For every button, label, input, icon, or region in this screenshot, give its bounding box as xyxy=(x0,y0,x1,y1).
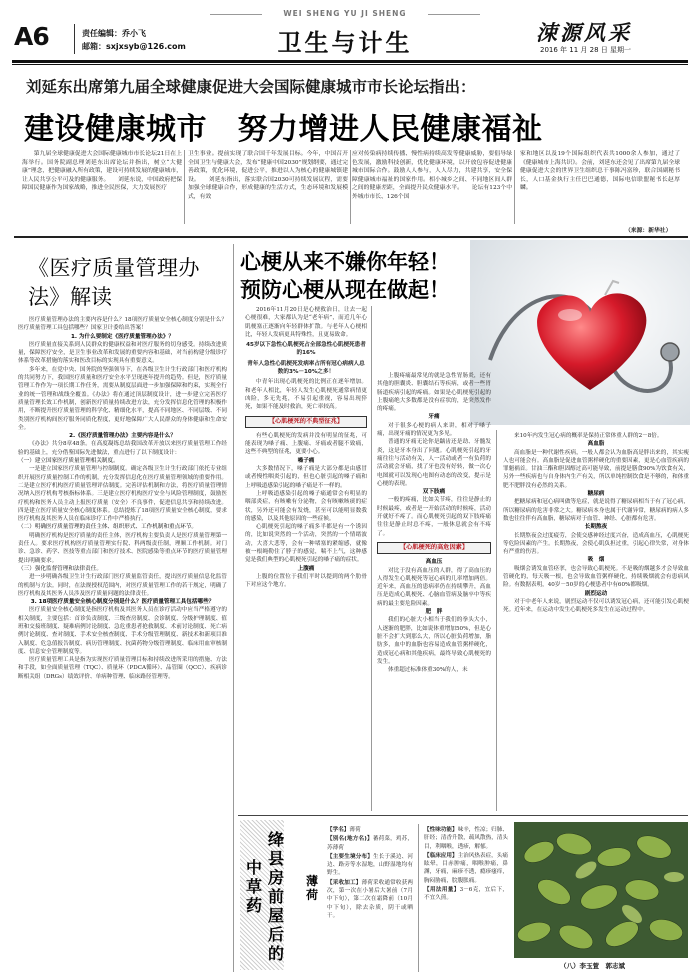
herb-column-title xyxy=(246,830,292,970)
herb-entry-value: 味辛，性凉；归肺、肝经；清香升散，疏风散热，清头目，利咽喉，透疹，解郁。 xyxy=(424,827,508,850)
herb-name xyxy=(306,874,320,902)
center-article-col-c xyxy=(503,432,689,811)
subheading: 牙痛 xyxy=(428,414,440,421)
herb-entry xyxy=(327,879,413,920)
paragraph: 有些心肌梗死的发病并没有明显的征兆，可能表现为嗓子痛、上腹痛、牙痛或者腿不致痛，这些不典型的征兆，更要小心。 xyxy=(245,432,367,456)
heart-illustration xyxy=(470,240,690,425)
subheading: 嗓子痛 xyxy=(297,457,315,464)
paragraph: 医疗质量安全核心制度是指医疗机构及其医务人员在诊疗活动中应当严格遵守的相关制度，主要包括：首诊负责制度、三级查房制度、会诊制度、分级护理制度、值班和交接班制度、疑难病例讨论制度、急危重患者抢救制度、术前讨论制度、死亡病例讨论制度、查对制度、手术安全核查制度、手术分级管理制度、新技术和新项目准入制度、危急值报告制度、病历管理制度、抗菌药物分级管理制度、临床用血审核制度、信息安全管理制度等。 xyxy=(18,607,227,655)
paragraph: 我们的心脏大小相当于我们的拳头大小，人逐渐的肥胖，比如说体重增加50%，但是心脏不会扩大到那么大，所以心脏负荷增加，脂肪多，血中的血脂也容易造成血管粥样硬化，造成冠心病和其他疾病，最终导致心肌梗死的发生。 xyxy=(377,617,491,665)
herb-entry-key: 【学名】 xyxy=(327,827,350,833)
paragraph: 中青年出现心肌梗死的比例正在逐年增加。和老年人相比，年轻人发生心肌梗死通常病情更凶险，多无先兆，不易引起重视，容易出现猝死，如果不能及时救治，死亡率较高。 xyxy=(245,379,367,411)
center-article-col-b xyxy=(377,372,491,811)
herb-credit: （八）李玉萱 郭志斌 xyxy=(560,962,625,970)
subheading: 长期熬夜 xyxy=(584,524,608,531)
subheading: 1. 为什么要制定《医疗质量管理办法》？ xyxy=(70,333,175,340)
lead-column: 应对传染病持续传播、慢性病持续高发等健康威胁，要倡导绿色发展，激励科技创新，优化健康环境，以开放包容促进健康城市国际合作。鼓励人人参与，人人尽力，共建共享，安全保障健康城市福祉的国家作用。相小城乡之间、不同地区间人群之间的健康差距，全面提升民众健康水平。 论坛有123个中外城市市长、126个国 xyxy=(352,151,512,200)
heart-stethoscope-photo xyxy=(470,240,690,425)
herb-entry-value: 生长于溪边、河边、路旁等水湿地，山野湿地均有野生。 xyxy=(327,853,413,877)
page-header xyxy=(0,0,700,66)
subheading: 高血脂 xyxy=(587,441,605,448)
paragraph: 上腹疼痛最常见的就是急性胃肠炎，还有其他的胆囊炎、胆囊结石等疾病，或者一些胃肠道疾病引起的疼痛。如果是心肌梗死引起的上腹痛绝大多数都是没有症状的，是突然发作的疼痛。 xyxy=(377,373,491,413)
header-rule-thick xyxy=(12,60,688,63)
herb-top-rule xyxy=(238,815,688,816)
paragraph: 高血脂是一种代谢性疾病，一般人都会认为血脂高是胖出来的，其实瘦人也可能会有。高血脂是促进血管粥样硬化的重要因素，更是心血管疾病的罪魁祸首。甘油三酯和胆固醇过高可能导致，前提是膳食90%为饮食有关，另外一些疾病也与自身体内生产有关，所以单纯控制饮食是不够的，和体重肥不肥胖没有必然的关系。 xyxy=(503,449,689,489)
center-divider-a xyxy=(371,306,372,811)
left-article-body xyxy=(18,316,227,974)
paper-name: 涑源风采 xyxy=(536,20,632,45)
herb-entry-key: 【主要生境分布】 xyxy=(327,853,373,860)
herb-entry xyxy=(424,852,508,885)
herb-title-char: 的 xyxy=(268,944,285,963)
lead-source: （来源：新华社） xyxy=(625,228,672,234)
paragraph: 对于中老年人来说，剧烈运动不仅可以诱发冠心病，还可能引发心肌梗死。近年来，在运动中发生心肌梗死多发生在运动过程中。 xyxy=(503,598,689,614)
herb-title-col-right xyxy=(268,830,288,963)
editor-label: 责任编辑：乔小飞 xyxy=(82,29,146,38)
herb-title-char: 房 xyxy=(268,868,285,887)
center-divider-b xyxy=(496,430,497,811)
paragraph: 多年来，在党中央、国务院的坚强领导下，在各级卫生计生行政部门和医疗机构的共同努力下，我国医疗质量和医疗安全水平呈现逐年提升的趋势。但是，医疗质量管理工作作为一项长期工作任务，需要从制度层面进一步加强保障和约束，实现全行业的统一管理和战线全覆盖。《办法》将在通过顶层制度设计，进一步建立完善医疗质量管理长效工作机制，创新医疗质量持续改进方法，充分发挥信息化管理的积极作用，不断提升医疗质量管理的科学化、精细化水平，提高不同地区、不同层级、不同类别医疗机构间医疗服务同质化程度，更好地保障广大人民群众的身体健康和生命安全。 xyxy=(18,366,227,431)
subheading: 2.《医疗质量管理办法》主要内容是什么？ xyxy=(69,433,176,440)
herb-entry xyxy=(424,886,508,903)
paragraph: 对比于没有高血压的人群，得了高血压的人得发生心肌梗死等冠心病的几率增加两倍。近年来，高血压的患病率仍在持续攀升，高血压是造成心肌梗死、心脑血管病及脑卒中等疾病的最主要危险因素。 xyxy=(377,567,491,607)
header-rule-thin xyxy=(12,64,688,65)
herb-title-char: 县 xyxy=(268,849,285,868)
header-left-divider xyxy=(74,24,75,54)
paragraph: 2016年11月20日是心梗救治日，让去一起心梗很难，大家都认为是“老年病”，而近几年心肌梗塞正逐渐向年轻群体扩散。与老年人心梗相比，年轻人发病更具特殊性，且更易致命。 xyxy=(245,307,367,338)
paragraph: 吸烟会诱发血管痉挛，也会导致心肌梗死。不是吸的烟越多才会导致血管硬化的，每天吸一根，也会导致血管粥样硬化，持续吸烟就会有患病风险。有数据表明，40岁－50岁的心梗患者中有60%都吸烟。 xyxy=(503,565,689,589)
center-article-title-2: 预防心梗从现在做起！ xyxy=(240,278,450,302)
paragraph: 来10年内发生冠心病的概率是保持正常体重人群的2－8倍。 xyxy=(514,433,663,439)
left-column-divider xyxy=(233,244,234,972)
paragraph: 一是建立国家医疗质量管理与控制制度。确定各级卫生计生行政部门依托专业组织开展医疗质量控制工作的机制，充分发挥信息化在医疗质量管理领域的重要作用。二是建立医疗机构医疗质量管理评估制度。完善评估机制和方法，将医疗质量管理情况纳入医疗机构考核指标体系。三是建立医疗机构医疗安全与风险管理制度，鼓励医疗机构和医务人员主动上报医疗质量（安全）不良事件，促进信息共享和持续改进。四是建立医疗质量安全核心制度体系。总结提炼了18项医疗质量安全核心制度，要求医疗机构及其医务人员在临床诊疗工作中严格执行。 xyxy=(18,466,227,523)
herb-entry-value: 薄荷采收通常收获两次，第一次在小暑后大暑前（7月中下旬），第二次在霜降前（10月中下旬），除去杂质，阴干或晒干。 xyxy=(327,879,413,919)
paragraph: 医疗质量直接关系到人民群众的健康权益和对医疗服务的切身感受。持续改进质量，保障医疗安全，是卫生事业改革和发展的重要内容和基础，对当前构建分级诊疗体系等改革措施的落实和医改目标的实现具有重要意义。 xyxy=(18,341,227,365)
subheading: （三）强化监督管理和法律责任。 xyxy=(18,565,102,572)
paragraph: 长期熬夜会过度疲劳，会使交感神经过度兴奋，造成高血压，心肌梗死等危险因素的产生。长期熬夜，会使心肌负担过重，引起心律失常，对身体有严重的伤害。 xyxy=(503,532,689,556)
paragraph: 普通的牙痛无论你是龋齿还是劫、牙髓发炎，这是牙本身出了问题。心肌梗死引起的牙痛往往与活动有关，人一活动或者一有负荷的活动就会牙痛，找了牙也没有好转，做一次心电图就可以发现心电图有动态的改变，提示是心梗的表现。 xyxy=(377,439,491,487)
paragraph: 进一步明确各级卫生计生行政部门医疗质量监管责任，提出医疗质量信息化监管的机制与方法。同时，在法规授权范围内，对医疗质量管理工作的若干规定，明确了医疗机构及其医务人员涉及医疗质量问题的法律责任。 xyxy=(18,574,227,597)
herb-divider xyxy=(418,824,419,972)
herb-name-text: 薄荷 xyxy=(306,874,319,902)
lead-bottom-rule xyxy=(14,236,688,238)
paragraph: 明确医疗机构是医疗质量的责任主体，医疗机构主要负责人是医疗质量管理第一责任人。要求医疗机构医疗质量管理实行院、科两级责任制，理顺工作机制。对门诊、急诊、药学、医技等重点部门和医疗技术、医院感染等重点环节的医疗质量管理提出明确要求。 xyxy=(18,532,227,564)
herb-entry-value: 蕃荷菜，鸡苏，苏薄荷 xyxy=(327,836,413,851)
lead-column: 第九届全球健康促进大会国际健康城市市长论坛21日在上海举行。国务院副总理刘延东出席论坛并指出，树立“大健康”理念，把健康融入所有政策，建设可持续发展的健康城市，让人民共享公平可及的健康服务。 刘延东说，中国政府把保障国民健康作为国家战略，推进全民医保，大力发展医疗 xyxy=(22,151,182,192)
subheading: 双下肢痛 xyxy=(422,489,446,496)
subheading: 吸 烟 xyxy=(587,557,605,564)
section-title: 卫生与计生 xyxy=(277,28,413,57)
date-line: 2016 年 11 月 28 日 星期一 xyxy=(540,46,631,54)
herb-title-col-left xyxy=(246,858,266,915)
paragraph: 对于很多心梗的病人来讲，相对于嗓子痛，出现牙痛的情况更为多见。 xyxy=(377,422,491,438)
mint-plant-illustration xyxy=(514,822,688,958)
herb-entry xyxy=(327,835,413,852)
boxed-subheading: 【心肌梗死的高危因素】 xyxy=(377,542,491,554)
paragraph: 上呼吸道感染引起的嗓子痛通常会有明显的咽部炎症，有咳嗽有分泌物，会有咳嗽咳痰的症状，另外还可能会有发烧，甚至可以能明显数我的感染，以及其他原因的一些症候。 xyxy=(245,490,367,522)
herb-title-char: 中 xyxy=(246,858,263,877)
pinyin-right-rule xyxy=(428,14,480,15)
herb-entry-value: 3－6克，宜后下，不宜久煎。 xyxy=(424,887,508,902)
subheading: （二）明确医疗质量管理的责任主体、组织形式、工作机制和重点环节。 xyxy=(18,524,198,531)
section-pinyin: WEI SHENG YU JI SHENG xyxy=(283,9,407,18)
herb-entry-value: 主治风热表症，头痛眩晕，目赤肿痛，咽喉肿痛，鼻渊，牙痛，麻疹不透，瘾疹瘙痒，胸闷胁痛，脘腹胀痛。 xyxy=(424,852,508,884)
herb-title-char: 药 xyxy=(246,896,263,915)
subheading: 糖尿病 xyxy=(587,491,605,498)
lead-column-divider xyxy=(350,150,351,224)
paragraph: 医疗质量管理办法的主要内容是什么？18项医疗质量安全核心制度分别是什么？医疗质量管理工具包括哪些？国家卫计委给出答案！ xyxy=(18,317,227,332)
left-article-title-2: 法》解读 xyxy=(28,285,112,309)
subheading: 肥 胖 xyxy=(425,609,443,616)
paragraph: 《办法》共分8章48条。在高度凝练总结我国改革开放以来医疗质量管理工作经验的基础上，充分借鉴国际先进做法，重点进行了以下制度设计： xyxy=(18,441,227,456)
email-label: 邮箱：sxjxsyb@126.com xyxy=(82,42,186,51)
paragraph: 医疗质量管理工具是指为实现医疗质量管理目标和持续改进所采用的措施、方法和手段，如全面质量管理（TQC）、质量环（PDCA循环）、品管圈（QCC）、疾病诊断相关组（DRGs）绩效评价、单病种管理、临床路径管理等。 xyxy=(18,657,227,680)
paragraph: 把糖尿病和冠心病叫做等危症，就是说得了糖尿病相当于有了冠心病，所以糖尿病的危害非常之大。糖尿病本身也属于代谢异常，糖尿病的病人多数也往往伴有高血脂，糖尿病对于血管、神经、心脏都有危害。 xyxy=(503,499,689,522)
paragraph: 一般的疼痛，比如关节疼，往往是静止的时候最疼，或者是一开始活动的时候疼，活动开就好不疼了。而心肌梗死引起的双下肢疼痛往往是静止时总不疼，一般休息就会有不疼了。 xyxy=(377,497,491,537)
herb-title-char: 绛 xyxy=(268,830,285,849)
herb-entry-key: 【用法用量】 xyxy=(424,887,460,894)
subheading: （一）建立国家医疗质量管理相关制度。 xyxy=(18,458,119,465)
herb-title-char: 前 xyxy=(268,887,285,906)
subheading: 3. 18项医疗质量安全核心制度分别是什么？医疗质量管理工具包括哪些？ xyxy=(30,599,215,606)
lead-column-divider xyxy=(184,150,185,224)
center-article-col-a xyxy=(245,306,367,811)
lead-headline: 建设健康城市 努力增进人民健康福祉 xyxy=(24,112,543,147)
paragraph: 心肌梗死引起的嗓子痛多半都是有一个诱因的，比如说突然的一个活动，突然的一个情绪波动，大喜大悲等，会有一种堵塞的紧缩感，就像被一根绳勒住了脖子的感觉，喘不上气，这种感觉是我们典型的心肌梗死引起的嗓子痛的症状。 xyxy=(245,524,367,564)
herb-title-char: 后 xyxy=(268,925,285,944)
herb-photo xyxy=(514,822,688,958)
boxed-subheading: 【心肌梗死的不典型征兆】 xyxy=(245,416,367,428)
herb-entry xyxy=(327,826,413,834)
page-number: A6 xyxy=(14,22,49,51)
lead-column: 家和地区以及19个国际组织代表共1000余人参加，通过了《健康城市上海共识》。会前，刘延东还会见了出席第九届全球健康促进大会的世界卫生组织总干事陈冯富珍，联合国副秘书长，人口基金执行主任巴巴通德，国际电信联盟秘书长赵厚麟。 xyxy=(520,151,680,192)
herb-col-a xyxy=(327,826,413,974)
herb-entry-key: 【采收加工】 xyxy=(327,879,362,886)
paragraph: 体重超过标准体重30%的人，未 xyxy=(388,667,468,674)
herb-entry-key: 【临床应用】 xyxy=(424,852,458,859)
lead-kicker: 刘延东出席第九届全球健康促进大会国际健康城市市长论坛指出： xyxy=(26,78,476,96)
callout: 45岁以下急性心肌梗死占全部急性心肌梗死患者的16% xyxy=(246,342,366,357)
herb-entry-key: 【别名(地方名)】 xyxy=(327,836,373,843)
callout: 青年人急性心肌梗死发病率占所有冠心病病人总数的3%－10%之多！ xyxy=(247,360,365,376)
herb-title-char: 屋 xyxy=(268,906,285,925)
herb-entry xyxy=(424,826,508,851)
lead-column: 卫生事业。提前实现了联合国千年发展目标。今年，中国召开全国卫生与健康大会，发布“健康中国2030”规划纲要，通过完善政策，优化环境，促进公平，推进以人为核心的健康城镇建设。 刘延东指出，落实联合国2030可持续发展议程，需要加强全球健康合作，形成健康的生活方式，生态环境和发展模式，有效 xyxy=(188,151,348,200)
herb-entry-value: 薄荷 xyxy=(349,827,361,833)
herb-entry xyxy=(327,853,413,878)
lead-column-divider xyxy=(514,150,515,224)
subheading: 剧烈运动 xyxy=(584,590,608,597)
subheading: 高血压 xyxy=(425,559,443,566)
center-article-title-1: 心梗从来不嫌你年轻！ xyxy=(240,250,450,274)
herb-col-b xyxy=(424,826,508,968)
paragraph: 上腹的位置位于我们平时以提到的两个肋骨下对应这个地方。 xyxy=(245,573,367,589)
pinyin-left-rule xyxy=(210,14,262,15)
herb-entry-key: 【性味功能】 xyxy=(424,827,458,833)
left-article-title-1: 《医疗质量管理办 xyxy=(28,256,200,280)
paragraph: 大多数情况下，嗓子痛是大部分都是由感冒或者慢性咽炎引起的，但也心脏引起的嗓子痛和上呼吸道感染引起的嗓子痛是不一样的。 xyxy=(245,466,367,489)
subheading: 上腹痛 xyxy=(297,565,315,572)
herb-title-char: 草 xyxy=(246,877,263,896)
